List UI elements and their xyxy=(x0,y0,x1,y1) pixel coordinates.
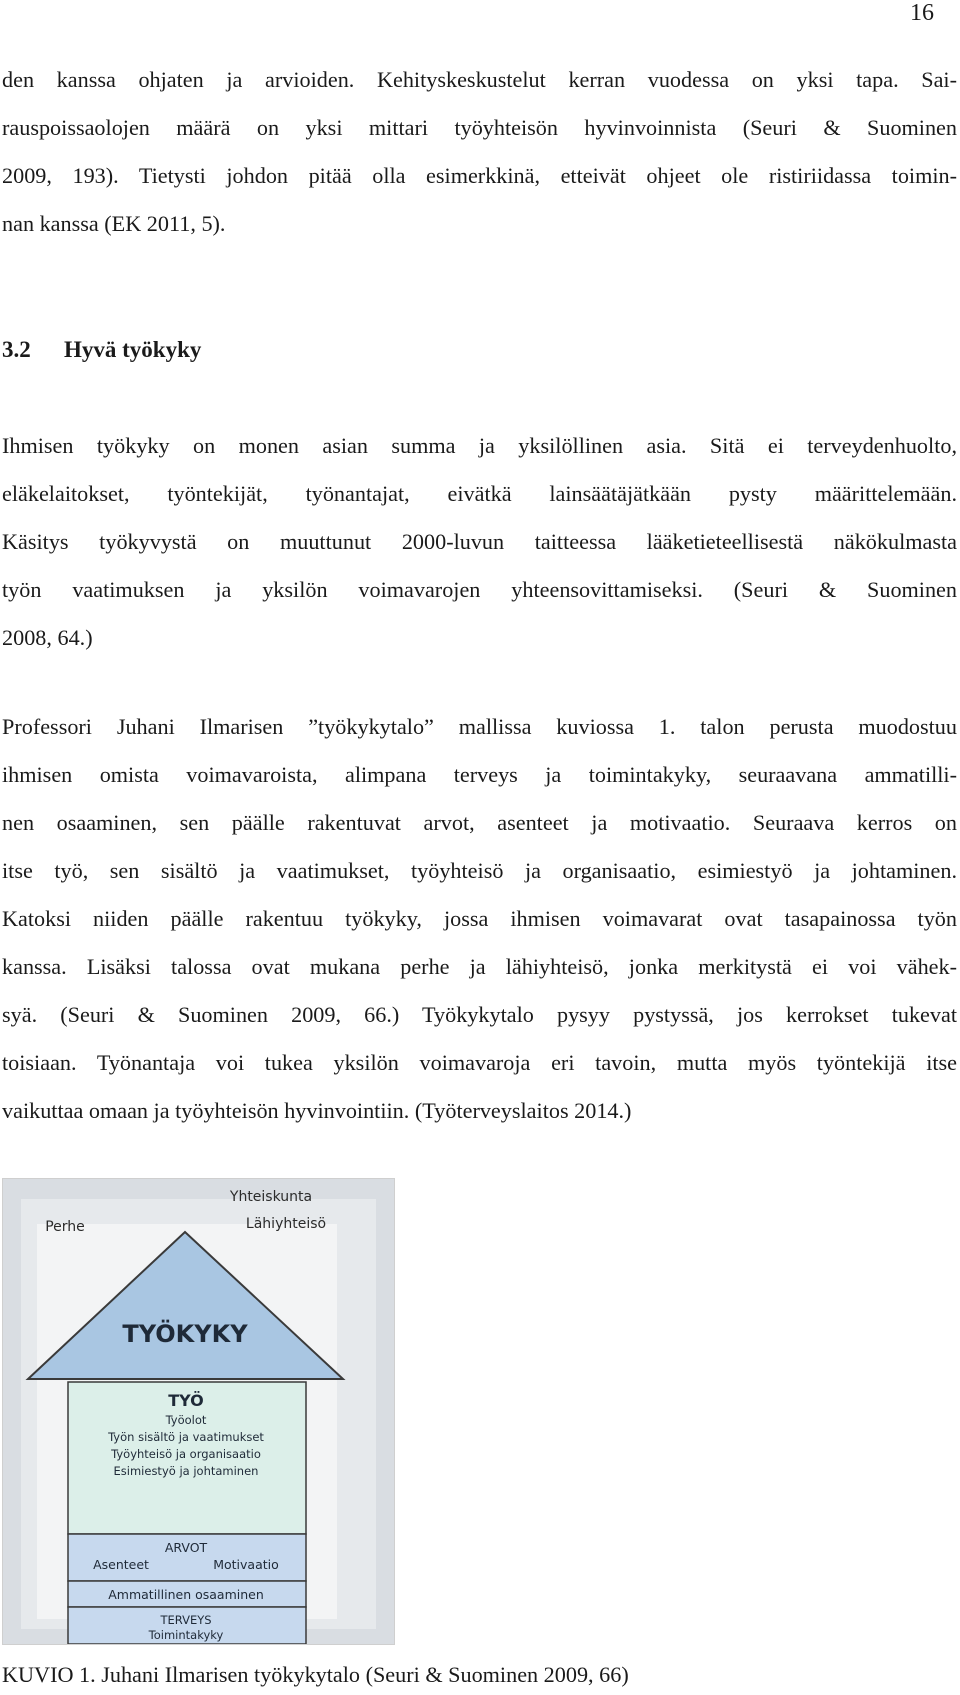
motivation-label: Motivaatio xyxy=(213,1557,279,1572)
work-ability-house-figure xyxy=(2,1178,395,1645)
text-line: työn vaatimuksen ja yksilön voimavarojen yhteensovittamiseksi. (Seuri & Suominen xyxy=(2,577,957,602)
work-item: Työn sisältö ja vaatimukset xyxy=(108,1430,264,1444)
paragraph-2 xyxy=(2,422,957,662)
work-item: Esimiestyö ja johtaminen xyxy=(113,1464,259,1478)
text-line: Professori Juhani Ilmarisen ”työkykytalo” mallissa kuviossa 1. talon perusta muodostuu xyxy=(2,714,957,739)
attitudes-label: Asenteet xyxy=(93,1557,149,1572)
society-label: Yhteiskunta xyxy=(229,1189,313,1205)
roof-label: TYÖKYKY xyxy=(122,1320,248,1348)
text-line: Ihmisen työkyky on monen asian summa ja yksilöllinen asia. Sitä ei terveydenhuolto, xyxy=(2,433,957,458)
work-title: TYÖ xyxy=(168,1391,204,1410)
text-line: toisiaan. Työnantaja voi tukea yksilön voimavaroja eri tavoin, mutta myös työntekijä itse xyxy=(2,1050,957,1075)
paragraph-1 xyxy=(2,56,957,248)
health-title: TERVEYS xyxy=(160,1613,212,1627)
text-line: vaikuttaa omaan ja työyhteisön hyvinvointiin. (Työterveyslaitos 2014.) xyxy=(2,1098,632,1123)
text-line: 2009, 193). Tietysti johdon pitää olla esimerkkinä, etteivät ohjeet ole ristiriidassa toimin- xyxy=(2,163,957,188)
section-number: 3.2 xyxy=(2,337,31,362)
figure-caption: KUVIO 1. Juhani Ilmarisen työkykytalo (Seuri & Suominen 2009, 66) xyxy=(2,1662,629,1687)
text-line: rauspoissaolojen määrä on yksi mittari työyhteisön hyvinvoinnista (Seuri & Suominen xyxy=(2,115,957,140)
text-line: den kanssa ohjaten ja arvioiden. Kehityskeskustelut kerran vuodessa on yksi tapa. Sai- xyxy=(2,67,957,92)
text-line: Katoksi niiden päälle rakentuu työkyky, jossa ihmisen voimavarat ovat tasapainossa työn xyxy=(2,906,957,931)
family-label: Perhe xyxy=(45,1219,85,1235)
competence-label: Ammatillinen osaaminen xyxy=(108,1587,264,1602)
health-sub: Toimintakyky xyxy=(148,1628,224,1642)
values-title: ARVOT xyxy=(164,1540,208,1555)
section-title: Hyvä työkyky xyxy=(64,337,202,362)
text-line: 2008, 64.) xyxy=(2,625,93,650)
community-label: Lähiyhteisö xyxy=(245,1216,327,1232)
paragraph-3 xyxy=(2,703,957,1135)
text-line: Käsitys työkyvystä on muuttunut 2000-luvun taitteessa lääketieteellisestä näkökulmasta xyxy=(2,529,957,554)
text-line: nan kanssa (EK 2011, 5). xyxy=(2,211,226,236)
work-item: Työyhteisö ja organisaatio xyxy=(111,1447,261,1461)
section-heading xyxy=(2,335,201,365)
page-number: 16 xyxy=(910,0,934,26)
text-line: nen osaaminen, sen päälle rakentuvat arvot, asenteet ja motivaatio. Seuraava kerros on xyxy=(2,810,957,835)
text-line: eläkelaitokset, työntekijät, työnantajat, eivätkä lainsäätäjätkään pysty määrittelemään. xyxy=(2,481,957,506)
text-line: syä. (Seuri & Suominen 2009, 66.) Työkykytalo pysyy pystyssä, jos kerrokset tukevat xyxy=(2,1002,957,1027)
work-item: Työolot xyxy=(165,1413,207,1427)
text-line: kanssa. Lisäksi talossa ovat mukana perhe ja lähiyhteisö, jonka merkitystä ei voi vähek- xyxy=(2,954,957,979)
text-line: itse työ, sen sisältö ja vaatimukset, työyhteisö ja organisaatio, esimiestyö ja johtaminen. xyxy=(2,858,957,883)
text-line: ihmisen omista voimavaroista, alimpana terveys ja toimintakyky, seuraavana ammatilli- xyxy=(2,762,957,787)
